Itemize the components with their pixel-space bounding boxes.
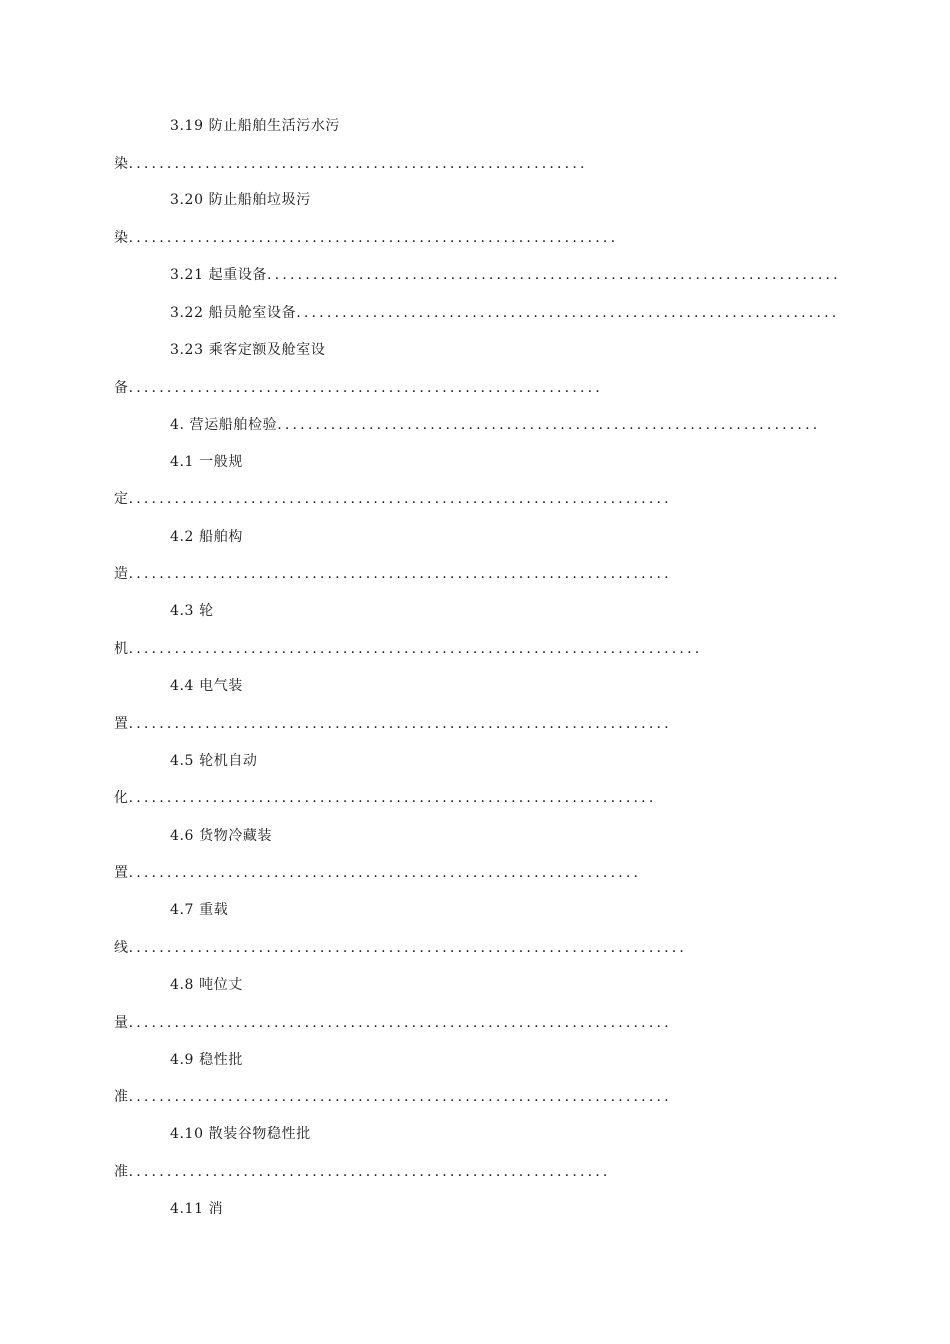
toc-entry-4-6-title: 4.6 货物冷藏装: [170, 828, 273, 844]
toc-leader-dots: .......................................................................: [128, 566, 672, 582]
toc-wrap-text: 线: [114, 940, 129, 956]
toc-entry-4-3-title: 4.3 轮: [170, 603, 214, 619]
toc-wrap-text: 染: [114, 156, 129, 172]
toc-entry-4-8-title: 4.8 吨位丈: [170, 977, 243, 993]
toc-entry-4-8-continuation: [114, 1013, 672, 1033]
toc-entry-4-3-continuation: [114, 639, 702, 659]
toc-entry-4: [170, 415, 820, 435]
toc-entry-3-21: [170, 265, 841, 285]
toc-wrap-text: 造: [114, 566, 129, 582]
toc-entry-4-5-continuation: [114, 788, 656, 808]
toc-leader-dots: ................................................................: [128, 230, 619, 246]
toc-leader-dots: .....................................................................: [128, 790, 657, 806]
toc-leader-dots: ...................................................................: [128, 865, 642, 881]
toc-leader-dots: ...........................................................................: [128, 641, 703, 657]
toc-entry-4-2-title: 4.2 船舶构: [170, 529, 243, 545]
toc-leader-dots: .......................................................................: [296, 305, 840, 321]
toc-entry-4-2-continuation: [114, 564, 672, 584]
toc-entry-4-9-continuation: [114, 1087, 672, 1107]
toc-entry-title: 3.22 船员舱室设备: [170, 305, 297, 321]
toc-entry-4-10-continuation: [114, 1162, 611, 1182]
toc-leader-dots: .......................................................................: [128, 1089, 672, 1105]
toc-leader-dots: .........................................................................: [128, 940, 688, 956]
toc-leader-dots: ...........................................................................: [267, 267, 841, 283]
toc-entry-4-9-title: 4.9 稳性批: [170, 1052, 243, 1068]
toc-entry-4-5-title: 4.5 轮机自动: [170, 753, 258, 769]
toc-wrap-text: 置: [114, 716, 129, 732]
toc-entry-3-19-title: 3.19 防止船舶生活污水污: [170, 118, 341, 134]
toc-entry-title: 3.21 起重设备: [170, 267, 268, 283]
toc-wrap-text: 染: [114, 230, 129, 246]
toc-entry-4-4-title: 4.4 电气装: [170, 678, 243, 694]
toc-entry-3-20-title: 3.20 防止船舶垃圾污: [170, 192, 311, 208]
toc-wrap-text: 机: [114, 641, 129, 657]
toc-leader-dots: ..............................................................: [128, 380, 603, 396]
toc-entry-3-22: [170, 303, 839, 323]
toc-leader-dots: .......................................................................: [128, 716, 672, 732]
toc-leader-dots: ...............................................................: [128, 1164, 611, 1180]
toc-wrap-text: 量: [114, 1015, 129, 1031]
toc-entry-4-7-title: 4.7 重载: [170, 902, 229, 918]
toc-entry-4-11-title: 4.11 消: [170, 1201, 224, 1217]
toc-wrap-text: 准: [114, 1164, 129, 1180]
toc-entry-4-1-continuation: [114, 489, 672, 509]
toc-entry-4-1-title: 4.1 一般规: [170, 454, 243, 470]
toc-entry-4-4-continuation: [114, 714, 672, 734]
toc-entry-3-19-continuation: [114, 154, 588, 174]
toc-entry-4-6-continuation: [114, 863, 641, 883]
toc-entry-4-7-continuation: [114, 938, 687, 958]
toc-entry-3-20-continuation: [114, 228, 618, 248]
toc-leader-dots: .......................................................................: [277, 417, 821, 433]
toc-leader-dots: .......................................................................: [128, 1015, 672, 1031]
toc-leader-dots: ............................................................: [128, 156, 588, 172]
toc-leader-dots: .......................................................................: [128, 491, 672, 507]
toc-entry-title: 4. 营运船舶检验: [170, 417, 278, 433]
toc-entry-4-10-title: 4.10 散装谷物稳性批: [170, 1126, 311, 1142]
toc-entry-3-23-continuation: [114, 378, 603, 398]
toc-wrap-text: 化: [114, 790, 129, 806]
toc-wrap-text: 定: [114, 491, 129, 507]
toc-wrap-text: 备: [114, 380, 129, 396]
toc-wrap-text: 准: [114, 1089, 129, 1105]
toc-entry-3-23-title: 3.23 乘客定额及舱室设: [170, 342, 326, 358]
toc-wrap-text: 置: [114, 865, 129, 881]
